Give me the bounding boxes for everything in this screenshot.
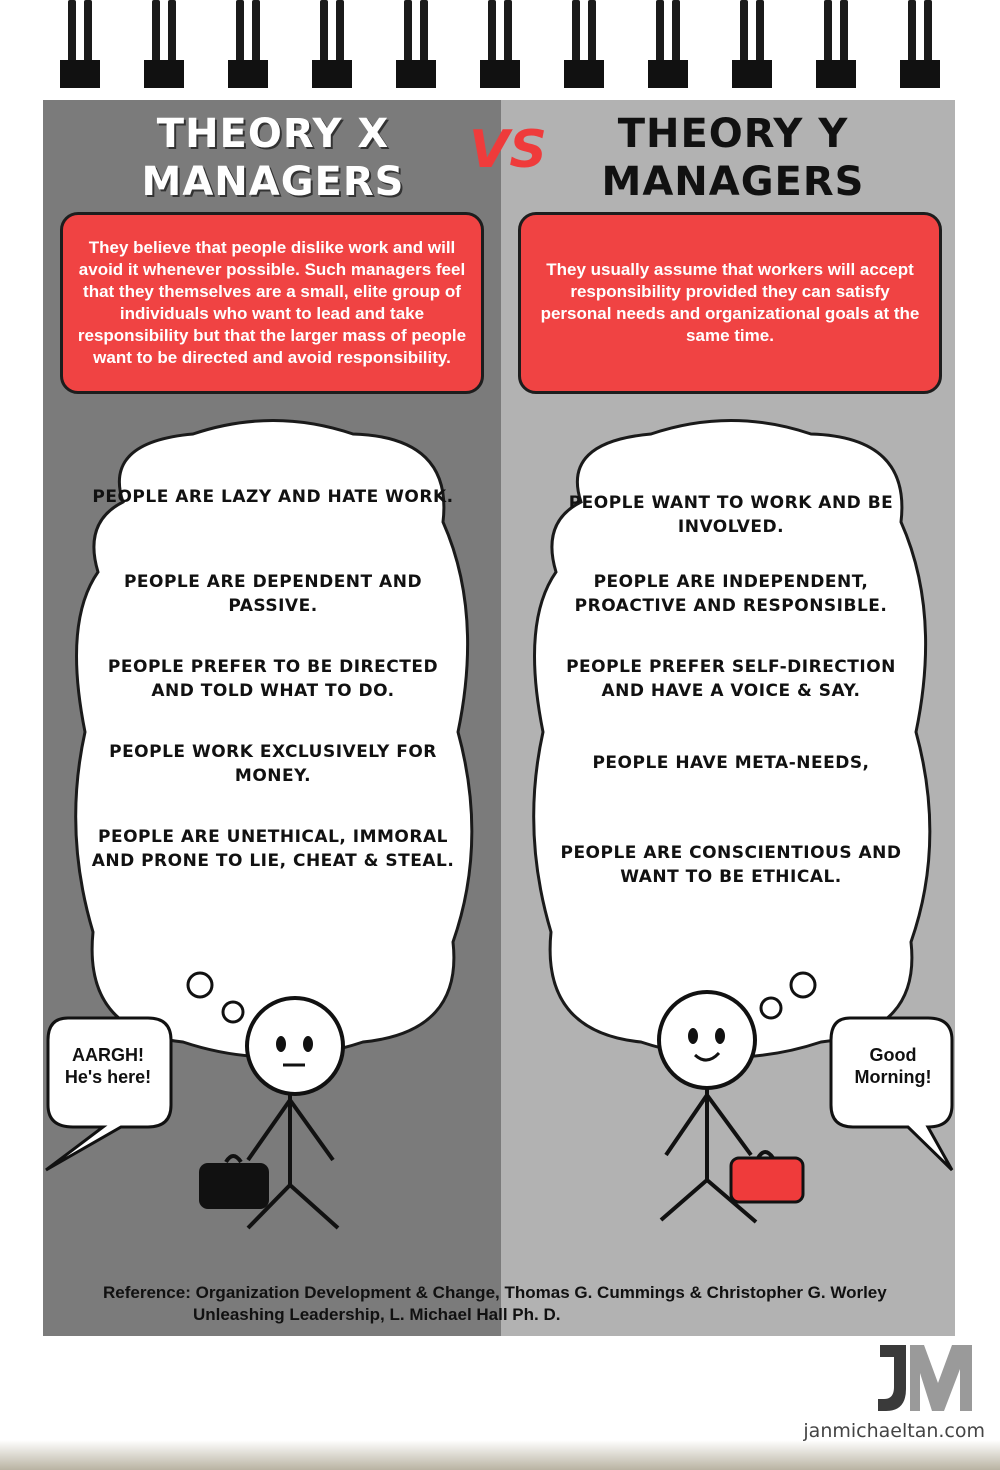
binding-ring: [732, 0, 772, 90]
theory-y-description: They usually assume that workers will accept responsibility provided they can satisfy personal needs and organizational goals at the same time.: [518, 212, 942, 394]
theory-x-beliefs: [88, 485, 458, 905]
theory-x-description: They believe that people dislike work and will avoid it whenever possible. Such managers feel that they themselves are a small, elite group of individuals who want to lead and take responsibility but that the larger mass of people want to be directed and avoid responsibility.: [60, 212, 484, 394]
binding-ring: [312, 0, 352, 90]
belief-item: PEOPLE ARE CONSCIENTIOUS AND WANT TO BE ETHICAL.: [560, 843, 902, 887]
references: Reference: Organization Development & Change, Thomas G. Cummings & Christopher G. Worley Unleashing Leadership, L. Michael Hall Ph. D.: [103, 1283, 887, 1324]
belief-item: PEOPLE ARE INDEPENDENT, PROACTIVE AND RESPONSIBLE.: [574, 572, 888, 616]
page-bottom-shadow: [0, 1440, 1000, 1470]
theory-y-beliefs: [546, 485, 916, 905]
spiral-binding: [0, 0, 1000, 95]
belief-item: PEOPLE WORK EXCLUSIVELY FOR MONEY.: [109, 742, 437, 786]
vs-label: VS: [469, 120, 547, 180]
binding-ring: [648, 0, 688, 90]
binding-ring: [564, 0, 604, 90]
binding-ring: [228, 0, 268, 90]
binding-ring: [900, 0, 940, 90]
theory-y-speech-text: Good Morning!: [854, 1045, 932, 1087]
infographic-board: [43, 100, 955, 1336]
binding-ring: [816, 0, 856, 90]
website-url[interactable]: janmichaeltan.com: [803, 1420, 985, 1442]
theory-y-speech-bubble: [828, 1015, 955, 1175]
binding-ring: [144, 0, 184, 90]
binding-ring: [396, 0, 436, 90]
belief-item: PEOPLE ARE UNETHICAL, IMMORAL AND PRONE TO LIE, CHEAT & STEAL.: [91, 827, 455, 871]
binding-ring: [60, 0, 100, 90]
jm-logo: [876, 1343, 976, 1415]
belief-item: PEOPLE HAVE META-NEEDS,: [592, 753, 870, 773]
theory-y-title: THEORY Y MANAGERS: [601, 111, 865, 205]
belief-item: PEOPLE ARE DEPENDENT AND PASSIVE.: [123, 572, 423, 616]
belief-item: PEOPLE WANT TO WORK AND BE INVOLVED.: [568, 493, 894, 537]
binding-ring: [480, 0, 520, 90]
belief-item: PEOPLE PREFER SELF-DIRECTION AND HAVE A VOICE & SAY.: [566, 657, 896, 701]
belief-item: PEOPLE PREFER TO BE DIRECTED AND TOLD WHAT TO DO.: [107, 657, 439, 701]
belief-item: PEOPLE ARE LAZY AND HATE WORK.: [92, 487, 454, 507]
theory-x-speech-bubble: [43, 1015, 183, 1175]
theory-x-title: THEORY X MANAGERS: [141, 111, 405, 205]
briefcase-icon: [731, 1158, 803, 1202]
theory-x-speech-text: AARGH! He's here!: [64, 1045, 152, 1087]
briefcase-icon: [199, 1163, 269, 1209]
